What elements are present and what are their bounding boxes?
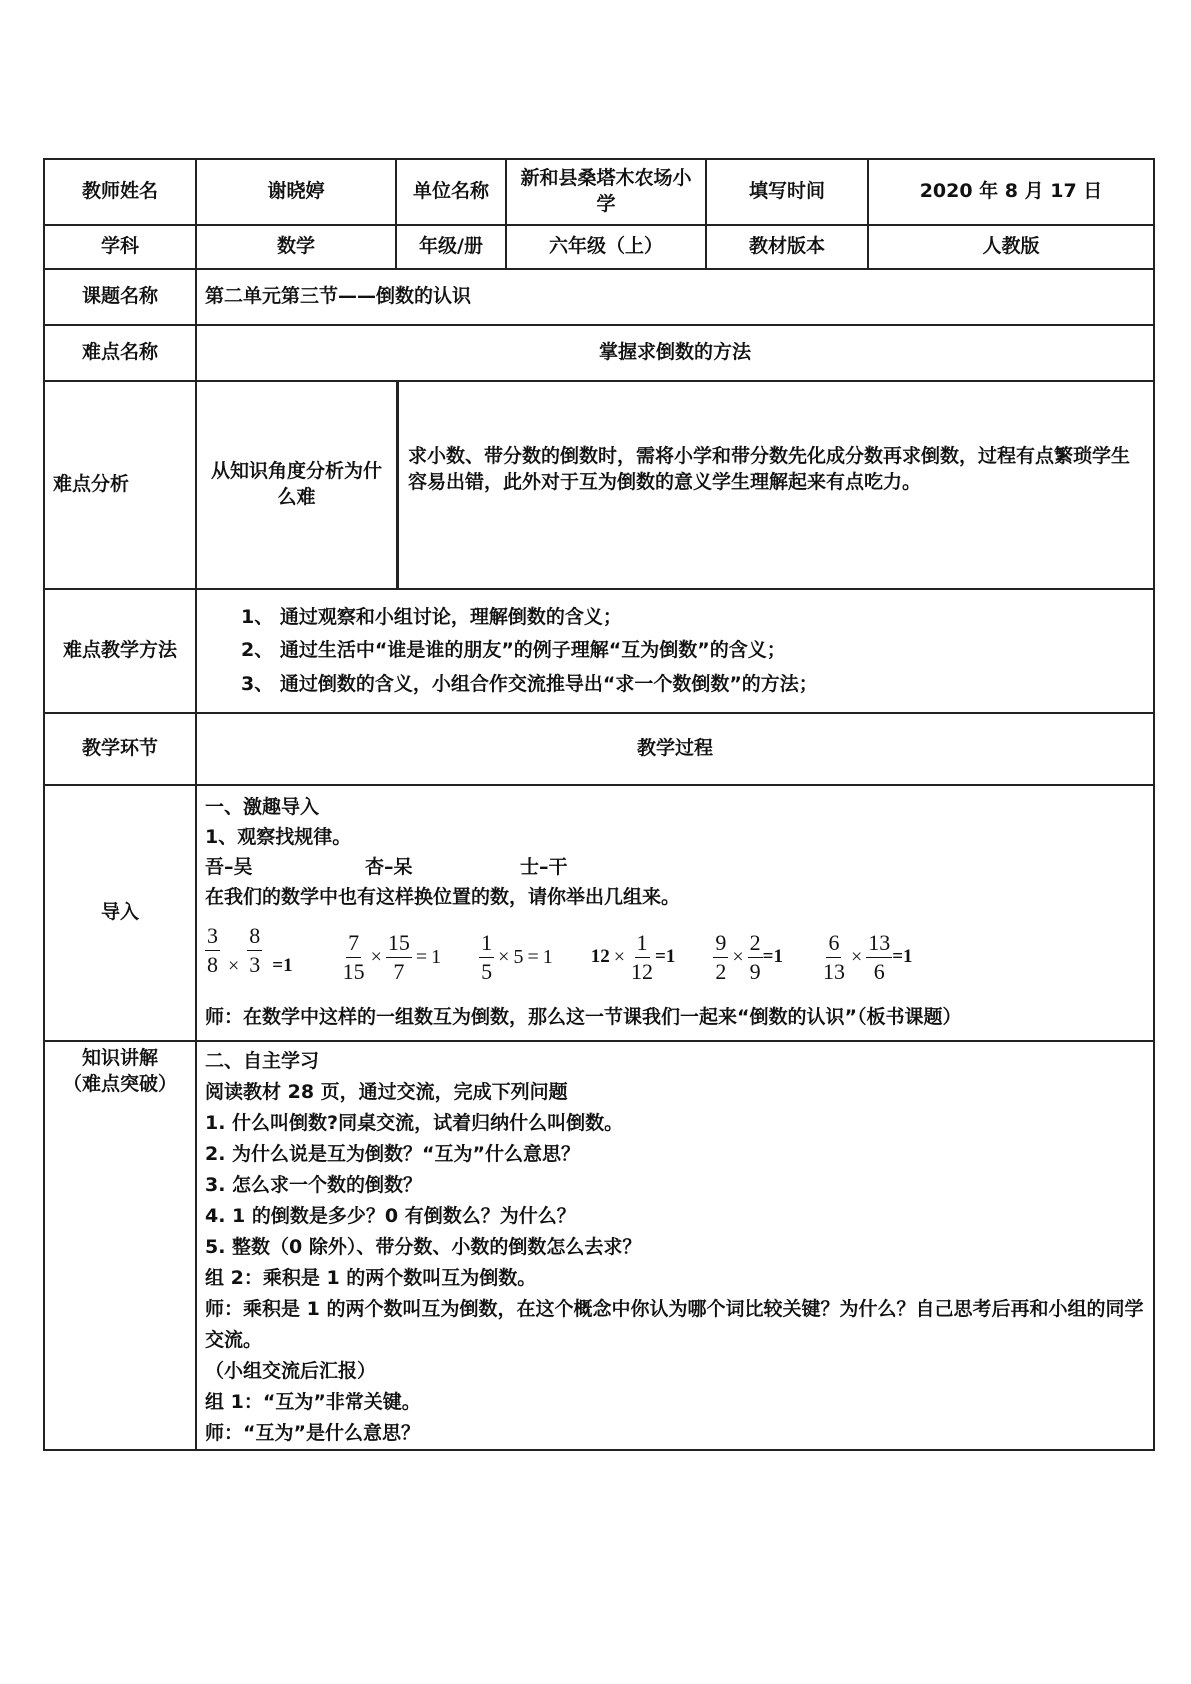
study-line: 2. 为什么说是互为倒数？“互为”什么意思？ <box>205 1143 581 1165</box>
fraction: $\frac{3}{8}$ <box>207 922 218 977</box>
study-line: 阅读教材 28 页，通过交流，完成下列问题 <box>205 1081 568 1103</box>
teacher-label: 教师姓名 <box>44 159 196 225</box>
equals-one: =1 <box>272 955 293 977</box>
example-4 <box>590 929 676 984</box>
difficulty-value: 掌握求倒数的方法 <box>196 325 1154 381</box>
fraction: $\frac{1}{12}$ <box>631 929 654 984</box>
char-pair: 杏–呆 <box>365 856 413 878</box>
study-row <box>44 1041 1154 1450</box>
process-header-row <box>44 713 1154 785</box>
times-sign: × <box>498 945 510 968</box>
analysis-divider <box>396 382 399 588</box>
study-content <box>196 1041 1154 1450</box>
process-label: 教学过程 <box>196 713 1154 785</box>
equals-one: =1 <box>655 946 676 968</box>
study-label-line1: 知识讲解 <box>81 1047 158 1069</box>
analysis-label: 难点分析 <box>44 381 196 589</box>
edition-label: 教材版本 <box>706 225 868 269</box>
example-3 <box>479 929 553 984</box>
equals-sign: = <box>527 945 539 968</box>
example-6 <box>821 929 913 984</box>
times-sign: × <box>228 954 240 977</box>
study-label <box>44 1041 196 1450</box>
fraction: $\frac{1}{5}$ <box>481 929 493 984</box>
fraction: $\frac{6}{13}$ <box>822 929 845 984</box>
subject-value: 数学 <box>196 225 396 269</box>
methods-row <box>44 589 1154 713</box>
method-item: 3、 通过倒数的含义，小组合作交流推导出“求一个数倒数”的方法； <box>241 672 818 695</box>
char-pair: 吾–吴 <box>205 856 253 878</box>
methods-list <box>196 589 1154 713</box>
times-sign: × <box>732 945 744 968</box>
analysis-cell <box>196 381 1154 589</box>
grade-value: 六年级（上） <box>506 225 706 269</box>
method-item: 2、 通过生活中“谁是谁的朋友”的例子理解“互为倒数”的含义； <box>241 639 786 662</box>
topic-row <box>44 269 1154 325</box>
process-stage-label: 教学环节 <box>44 713 196 785</box>
whole-number: 5 <box>513 945 524 968</box>
date-value: 2020 年 8 月 17 日 <box>868 159 1154 225</box>
study-line: 师：乘积是 1 的两个数叫互为倒数，在这个概念中你认为哪个词比较关键？为什么？自己思考后再和小组的同学交流。 <box>205 1298 1144 1351</box>
study-line: 5. 整数（0 除外）、带分数、小数的倒数怎么去求？ <box>205 1236 642 1258</box>
teacher-value: 谢晓婷 <box>196 159 396 225</box>
intro-title: 一、激趣导入 <box>205 796 320 818</box>
intro-content <box>196 785 1154 1041</box>
equals-one: =1 <box>892 946 913 968</box>
char-pairs <box>205 852 1145 882</box>
intro-row <box>44 785 1154 1041</box>
study-line: 组 1：“互为”非常关键。 <box>205 1391 421 1413</box>
analysis-row <box>44 381 1154 589</box>
study-line: （小组交流后汇报） <box>205 1360 377 1382</box>
fraction: $\frac{13}{6}$ <box>868 929 891 984</box>
reciprocal-examples <box>205 912 1145 1002</box>
fraction: $\frac{8}{3}$ <box>249 922 261 977</box>
study-label-line2: （难点突破） <box>62 1072 177 1095</box>
study-line: 3. 怎么求一个数的倒数？ <box>205 1174 423 1196</box>
intro-label: 导入 <box>44 785 196 1041</box>
date-label: 填写时间 <box>706 159 868 225</box>
unit-value: 新和县桑塔木农场小学 <box>506 159 706 225</box>
intro-prompt: 在我们的数学中也有这样换位置的数，请你举出几组来。 <box>205 886 681 908</box>
char-pair: 士–干 <box>520 856 568 878</box>
example-2 <box>341 929 442 984</box>
study-line: 1. 什么叫倒数?同桌交流，试着归纳什么叫倒数。 <box>205 1112 624 1134</box>
topic-value: 第二单元第三节——倒数的认识 <box>196 269 1154 325</box>
fraction: $\frac{2}{9}$ <box>749 929 761 984</box>
unit-label: 单位名称 <box>396 159 506 225</box>
subject-label: 学科 <box>44 225 196 269</box>
method-item: 1、 通过观察和小组讨论，理解倒数的含义； <box>241 605 622 628</box>
times-sign: × <box>850 945 863 968</box>
study-line: 二、自主学习 <box>205 1050 320 1072</box>
difficulty-label: 难点名称 <box>44 325 196 381</box>
header-row-2 <box>44 225 1154 269</box>
header-row-1 <box>44 159 1154 225</box>
lesson-plan-table <box>43 158 1155 1451</box>
result: 1 <box>542 945 553 968</box>
equals-one: =1 <box>762 946 783 968</box>
fraction: $\frac{15}{7}$ <box>387 929 410 984</box>
intro-conclusion: 师：在数学中这样的一组数互为倒数，那么这一节课我们一起来“倒数的认识”（板书课题） <box>205 1006 962 1028</box>
intro-step1: 1、观察找规律。 <box>205 826 352 848</box>
topic-label: 课题名称 <box>44 269 196 325</box>
times-sign: × <box>370 945 382 968</box>
study-line: 组 2：乘积是 1 的两个数叫互为倒数。 <box>205 1267 537 1289</box>
grade-label: 年级/册 <box>396 225 506 269</box>
result: 1 <box>431 945 442 968</box>
study-line: 师：“互为”是什么意思？ <box>205 1422 420 1444</box>
example-5 <box>713 929 783 984</box>
example-1 <box>205 922 293 980</box>
whole-number: 12 <box>590 946 610 968</box>
edition-value: 人教版 <box>868 225 1154 269</box>
analysis-text: 求小数、带分数的倒数时，需将小学和带分数先化成分数再求倒数，过程有点繁琐学生容易出错，此外对于互为倒数的意义学生理解起来有点吃力。 <box>408 445 1131 493</box>
difficulty-row <box>44 325 1154 381</box>
times-sign: × <box>613 945 626 968</box>
analysis-sub-label: 从知识角度分析为什么难 <box>210 460 382 508</box>
fraction: $\frac{7}{15}$ <box>342 929 365 984</box>
equals-sign: = <box>415 945 428 968</box>
methods-label: 难点教学方法 <box>44 589 196 713</box>
fraction: $\frac{9}{2}$ <box>715 929 727 984</box>
study-line: 4. 1 的倒数是多少？0 有倒数么？为什么？ <box>205 1205 576 1227</box>
